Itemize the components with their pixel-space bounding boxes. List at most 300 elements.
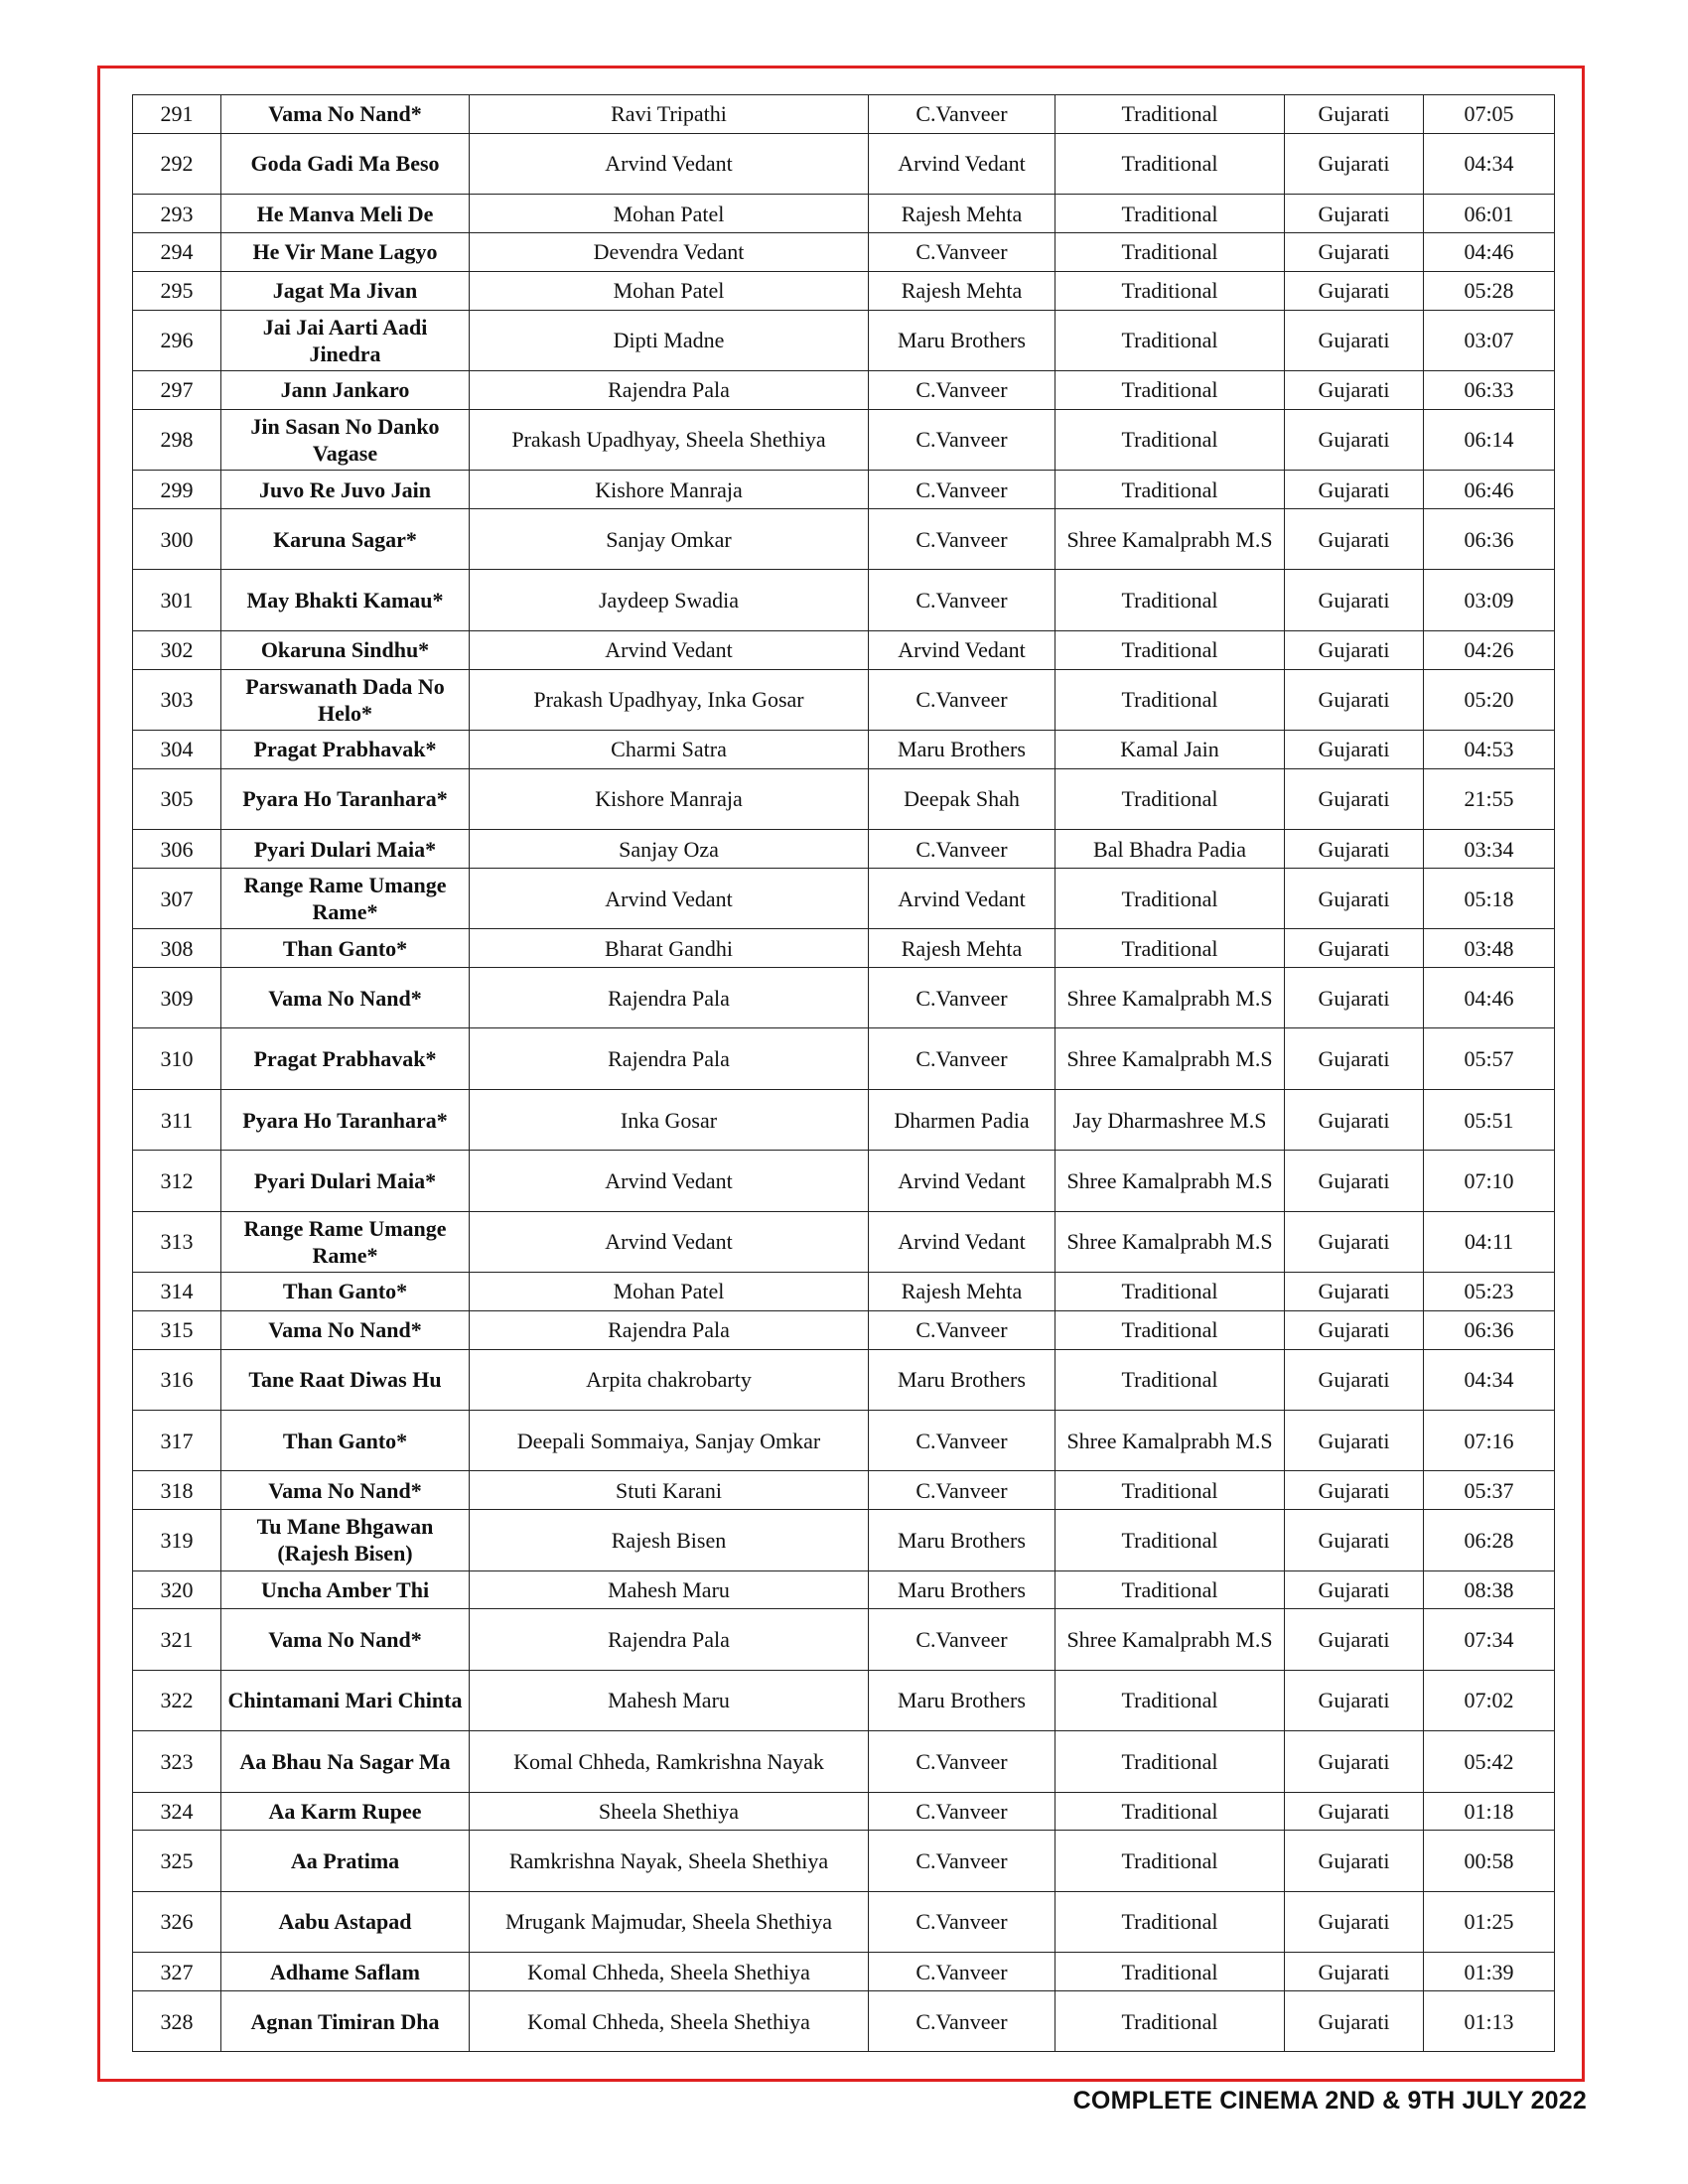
cell-lyrics: Traditional bbox=[1055, 271, 1285, 310]
cell-duration: 05:18 bbox=[1424, 868, 1555, 928]
cell-language: Gujarati bbox=[1285, 1510, 1424, 1570]
cell-performers: Mohan Patel bbox=[470, 271, 869, 310]
cell-lyrics: Traditional bbox=[1055, 1990, 1285, 2051]
cell-title: Pyara Ho Taranhara* bbox=[221, 768, 470, 829]
cell-duration: 01:18 bbox=[1424, 1792, 1555, 1831]
cell-performers: Ravi Tripathi bbox=[470, 95, 869, 134]
cell-music: C.Vanveer bbox=[869, 370, 1055, 409]
cell-music: Dharmen Padia bbox=[869, 1089, 1055, 1150]
table-row bbox=[133, 730, 1555, 768]
table-row bbox=[133, 1609, 1555, 1670]
cell-language: Gujarati bbox=[1285, 1411, 1424, 1471]
cell-music: Arvind Vedant bbox=[869, 1211, 1055, 1272]
cell-performers: Rajendra Pala bbox=[470, 968, 869, 1028]
table-body bbox=[133, 95, 1555, 2052]
cell-title: Pyari Dulari Maia* bbox=[221, 1151, 470, 1211]
cell-duration: 06:33 bbox=[1424, 370, 1555, 409]
cell-performers: Dipti Madne bbox=[470, 310, 869, 370]
cell-lyrics: Traditional bbox=[1055, 929, 1285, 968]
cell-performers: Komal Chheda, Sheela Shethiya bbox=[470, 1953, 869, 1991]
cell-title: Range Rame Umange Rame* bbox=[221, 1211, 470, 1272]
cell-duration: 04:46 bbox=[1424, 232, 1555, 271]
cell-title: Pragat Prabhavak* bbox=[221, 730, 470, 768]
table-row bbox=[133, 1792, 1555, 1831]
table-row bbox=[133, 1990, 1555, 2051]
cell-performers: Mohan Patel bbox=[470, 1273, 869, 1311]
cell-language: Gujarati bbox=[1285, 1792, 1424, 1831]
cell-music: C.Vanveer bbox=[869, 1310, 1055, 1349]
cell-lyrics: Traditional bbox=[1055, 310, 1285, 370]
cell-no: 314 bbox=[133, 1273, 221, 1311]
cell-lyrics: Traditional bbox=[1055, 570, 1285, 630]
cell-music: C.Vanveer bbox=[869, 1792, 1055, 1831]
cell-language: Gujarati bbox=[1285, 830, 1424, 869]
cell-duration: 01:13 bbox=[1424, 1990, 1555, 2051]
table-row bbox=[133, 1471, 1555, 1510]
cell-duration: 08:38 bbox=[1424, 1570, 1555, 1609]
table-row bbox=[133, 195, 1555, 233]
cell-music: C.Vanveer bbox=[869, 508, 1055, 569]
table-row bbox=[133, 1731, 1555, 1792]
cell-duration: 01:39 bbox=[1424, 1953, 1555, 1991]
cell-lyrics: Shree Kamalprabh M.S bbox=[1055, 1151, 1285, 1211]
cell-lyrics: Traditional bbox=[1055, 630, 1285, 669]
cell-duration: 00:58 bbox=[1424, 1831, 1555, 1891]
cell-duration: 06:46 bbox=[1424, 471, 1555, 509]
cell-duration: 06:36 bbox=[1424, 1310, 1555, 1349]
cell-performers: Prakash Upadhyay, Inka Gosar bbox=[470, 669, 869, 730]
cell-no: 298 bbox=[133, 409, 221, 470]
cell-music: Rajesh Mehta bbox=[869, 1273, 1055, 1311]
cell-no: 291 bbox=[133, 95, 221, 134]
cell-no: 321 bbox=[133, 1609, 221, 1670]
cell-duration: 05:42 bbox=[1424, 1731, 1555, 1792]
cell-music: C.Vanveer bbox=[869, 1831, 1055, 1891]
cell-performers: Inka Gosar bbox=[470, 1089, 869, 1150]
cell-language: Gujarati bbox=[1285, 1953, 1424, 1991]
cell-music: Arvind Vedant bbox=[869, 630, 1055, 669]
cell-no: 306 bbox=[133, 830, 221, 869]
table-row bbox=[133, 1089, 1555, 1150]
cell-music: Maru Brothers bbox=[869, 1570, 1055, 1609]
cell-language: Gujarati bbox=[1285, 1609, 1424, 1670]
cell-language: Gujarati bbox=[1285, 1831, 1424, 1891]
table-row bbox=[133, 232, 1555, 271]
cell-lyrics: Traditional bbox=[1055, 1831, 1285, 1891]
cell-music: Deepak Shah bbox=[869, 768, 1055, 829]
cell-lyrics: Shree Kamalprabh M.S bbox=[1055, 1609, 1285, 1670]
cell-music: C.Vanveer bbox=[869, 968, 1055, 1028]
table-row bbox=[133, 929, 1555, 968]
table-row bbox=[133, 508, 1555, 569]
cell-duration: 04:34 bbox=[1424, 133, 1555, 194]
cell-language: Gujarati bbox=[1285, 232, 1424, 271]
cell-language: Gujarati bbox=[1285, 195, 1424, 233]
cell-performers: Deepali Sommaiya, Sanjay Omkar bbox=[470, 1411, 869, 1471]
cell-language: Gujarati bbox=[1285, 1273, 1424, 1311]
table-row bbox=[133, 1211, 1555, 1272]
cell-no: 315 bbox=[133, 1310, 221, 1349]
cell-title: Goda Gadi Ma Beso bbox=[221, 133, 470, 194]
cell-no: 326 bbox=[133, 1891, 221, 1952]
cell-duration: 03:48 bbox=[1424, 929, 1555, 968]
cell-language: Gujarati bbox=[1285, 768, 1424, 829]
cell-duration: 07:02 bbox=[1424, 1670, 1555, 1730]
cell-language: Gujarati bbox=[1285, 310, 1424, 370]
cell-performers: Arvind Vedant bbox=[470, 1211, 869, 1272]
cell-no: 328 bbox=[133, 1990, 221, 2051]
cell-lyrics: Traditional bbox=[1055, 95, 1285, 134]
cell-performers: Mohan Patel bbox=[470, 195, 869, 233]
cell-title: May Bhakti Kamau* bbox=[221, 570, 470, 630]
cell-language: Gujarati bbox=[1285, 1891, 1424, 1952]
cell-language: Gujarati bbox=[1285, 1670, 1424, 1730]
table-row bbox=[133, 1349, 1555, 1410]
cell-no: 310 bbox=[133, 1028, 221, 1089]
cell-title: Vama No Nand* bbox=[221, 968, 470, 1028]
cell-no: 307 bbox=[133, 868, 221, 928]
cell-language: Gujarati bbox=[1285, 730, 1424, 768]
cell-language: Gujarati bbox=[1285, 471, 1424, 509]
cell-no: 303 bbox=[133, 669, 221, 730]
cell-duration: 04:34 bbox=[1424, 1349, 1555, 1410]
cell-music: C.Vanveer bbox=[869, 1471, 1055, 1510]
cell-performers: Rajendra Pala bbox=[470, 1028, 869, 1089]
cell-language: Gujarati bbox=[1285, 133, 1424, 194]
table-row bbox=[133, 1310, 1555, 1349]
cell-duration: 04:46 bbox=[1424, 968, 1555, 1028]
cell-no: 304 bbox=[133, 730, 221, 768]
cell-lyrics: Bal Bhadra Padia bbox=[1055, 830, 1285, 869]
cell-lyrics: Shree Kamalprabh M.S bbox=[1055, 1211, 1285, 1272]
cell-lyrics: Traditional bbox=[1055, 768, 1285, 829]
cell-title: Range Rame Umange Rame* bbox=[221, 868, 470, 928]
table-row bbox=[133, 471, 1555, 509]
cell-no: 311 bbox=[133, 1089, 221, 1150]
cell-title: Parswanath Dada No Helo* bbox=[221, 669, 470, 730]
cell-no: 305 bbox=[133, 768, 221, 829]
cell-lyrics: Traditional bbox=[1055, 195, 1285, 233]
cell-title: Agnan Timiran Dha bbox=[221, 1990, 470, 2051]
cell-title: Aa Karm Rupee bbox=[221, 1792, 470, 1831]
cell-music: Maru Brothers bbox=[869, 730, 1055, 768]
cell-lyrics: Traditional bbox=[1055, 1349, 1285, 1410]
table-row bbox=[133, 1570, 1555, 1609]
table-row bbox=[133, 133, 1555, 194]
cell-title: Jin Sasan No Danko Vagase bbox=[221, 409, 470, 470]
table-row bbox=[133, 271, 1555, 310]
cell-performers: Charmi Satra bbox=[470, 730, 869, 768]
cell-title: Tane Raat Diwas Hu bbox=[221, 1349, 470, 1410]
cell-performers: Rajesh Bisen bbox=[470, 1510, 869, 1570]
cell-lyrics: Shree Kamalprabh M.S bbox=[1055, 1028, 1285, 1089]
cell-music: C.Vanveer bbox=[869, 1953, 1055, 1991]
cell-duration: 21:55 bbox=[1424, 768, 1555, 829]
cell-language: Gujarati bbox=[1285, 1310, 1424, 1349]
cell-title: Tu Mane Bhgawan (Rajesh Bisen) bbox=[221, 1510, 470, 1570]
cell-language: Gujarati bbox=[1285, 630, 1424, 669]
cell-duration: 07:34 bbox=[1424, 1609, 1555, 1670]
cell-duration: 07:10 bbox=[1424, 1151, 1555, 1211]
cell-title: Karuna Sagar* bbox=[221, 508, 470, 569]
cell-duration: 04:53 bbox=[1424, 730, 1555, 768]
cell-language: Gujarati bbox=[1285, 1731, 1424, 1792]
table-row bbox=[133, 868, 1555, 928]
cell-no: 318 bbox=[133, 1471, 221, 1510]
cell-duration: 06:01 bbox=[1424, 195, 1555, 233]
cell-performers: Prakash Upadhyay, Sheela Shethiya bbox=[470, 409, 869, 470]
cell-music: C.Vanveer bbox=[869, 232, 1055, 271]
cell-title: Chintamani Mari Chinta bbox=[221, 1670, 470, 1730]
cell-no: 323 bbox=[133, 1731, 221, 1792]
song-table bbox=[132, 94, 1555, 2052]
table-row bbox=[133, 95, 1555, 134]
cell-duration: 05:37 bbox=[1424, 1471, 1555, 1510]
cell-music: Maru Brothers bbox=[869, 1670, 1055, 1730]
cell-music: Arvind Vedant bbox=[869, 133, 1055, 194]
cell-no: 317 bbox=[133, 1411, 221, 1471]
cell-performers: Arvind Vedant bbox=[470, 868, 869, 928]
table-row bbox=[133, 370, 1555, 409]
cell-title: Aabu Astapad bbox=[221, 1891, 470, 1952]
cell-duration: 07:16 bbox=[1424, 1411, 1555, 1471]
cell-lyrics: Traditional bbox=[1055, 868, 1285, 928]
cell-performers: Rajendra Pala bbox=[470, 370, 869, 409]
cell-language: Gujarati bbox=[1285, 409, 1424, 470]
cell-lyrics: Traditional bbox=[1055, 232, 1285, 271]
cell-duration: 01:25 bbox=[1424, 1891, 1555, 1952]
cell-title: Aa Bhau Na Sagar Ma bbox=[221, 1731, 470, 1792]
cell-duration: 05:23 bbox=[1424, 1273, 1555, 1311]
cell-music: Rajesh Mehta bbox=[869, 271, 1055, 310]
cell-language: Gujarati bbox=[1285, 1211, 1424, 1272]
cell-performers: Rajendra Pala bbox=[470, 1609, 869, 1670]
cell-lyrics: Shree Kamalprabh M.S bbox=[1055, 508, 1285, 569]
cell-lyrics: Traditional bbox=[1055, 471, 1285, 509]
cell-performers: Devendra Vedant bbox=[470, 232, 869, 271]
cell-music: C.Vanveer bbox=[869, 1731, 1055, 1792]
cell-duration: 05:28 bbox=[1424, 271, 1555, 310]
cell-title: Pyara Ho Taranhara* bbox=[221, 1089, 470, 1150]
cell-language: Gujarati bbox=[1285, 1028, 1424, 1089]
cell-no: 301 bbox=[133, 570, 221, 630]
table-row bbox=[133, 1891, 1555, 1952]
cell-performers: Ramkrishna Nayak, Sheela Shethiya bbox=[470, 1831, 869, 1891]
cell-performers: Rajendra Pala bbox=[470, 1310, 869, 1349]
cell-performers: Arvind Vedant bbox=[470, 1151, 869, 1211]
cell-music: Maru Brothers bbox=[869, 1510, 1055, 1570]
table-row bbox=[133, 1953, 1555, 1991]
cell-title: Uncha Amber Thi bbox=[221, 1570, 470, 1609]
cell-lyrics: Jay Dharmashree M.S bbox=[1055, 1089, 1285, 1150]
cell-performers: Mahesh Maru bbox=[470, 1670, 869, 1730]
cell-no: 294 bbox=[133, 232, 221, 271]
cell-lyrics: Traditional bbox=[1055, 133, 1285, 194]
cell-title: Adhame Saflam bbox=[221, 1953, 470, 1991]
cell-no: 320 bbox=[133, 1570, 221, 1609]
cell-title: Than Ganto* bbox=[221, 1411, 470, 1471]
cell-no: 297 bbox=[133, 370, 221, 409]
cell-performers: Sanjay Oza bbox=[470, 830, 869, 869]
cell-language: Gujarati bbox=[1285, 271, 1424, 310]
cell-lyrics: Traditional bbox=[1055, 409, 1285, 470]
cell-duration: 05:57 bbox=[1424, 1028, 1555, 1089]
cell-duration: 03:09 bbox=[1424, 570, 1555, 630]
cell-title: Vama No Nand* bbox=[221, 1609, 470, 1670]
cell-language: Gujarati bbox=[1285, 1570, 1424, 1609]
table-row bbox=[133, 968, 1555, 1028]
table-row bbox=[133, 310, 1555, 370]
cell-performers: Mrugank Majmudar, Sheela Shethiya bbox=[470, 1891, 869, 1952]
cell-lyrics: Traditional bbox=[1055, 1891, 1285, 1952]
cell-performers: Komal Chheda, Sheela Shethiya bbox=[470, 1990, 869, 2051]
cell-language: Gujarati bbox=[1285, 1349, 1424, 1410]
cell-music: Arvind Vedant bbox=[869, 868, 1055, 928]
cell-music: C.Vanveer bbox=[869, 1411, 1055, 1471]
table-row bbox=[133, 830, 1555, 869]
cell-lyrics: Traditional bbox=[1055, 1471, 1285, 1510]
cell-lyrics: Traditional bbox=[1055, 1273, 1285, 1311]
cell-lyrics: Traditional bbox=[1055, 1310, 1285, 1349]
table-row bbox=[133, 1831, 1555, 1891]
cell-no: 309 bbox=[133, 968, 221, 1028]
cell-music: C.Vanveer bbox=[869, 1609, 1055, 1670]
cell-music: Rajesh Mehta bbox=[869, 929, 1055, 968]
cell-duration: 07:05 bbox=[1424, 95, 1555, 134]
cell-no: 316 bbox=[133, 1349, 221, 1410]
cell-performers: Arvind Vedant bbox=[470, 133, 869, 194]
cell-music: C.Vanveer bbox=[869, 1990, 1055, 2051]
cell-performers: Kishore Manraja bbox=[470, 768, 869, 829]
cell-music: Arvind Vedant bbox=[869, 1151, 1055, 1211]
cell-no: 293 bbox=[133, 195, 221, 233]
table-row bbox=[133, 1411, 1555, 1471]
cell-language: Gujarati bbox=[1285, 1990, 1424, 2051]
cell-language: Gujarati bbox=[1285, 929, 1424, 968]
table-row bbox=[133, 669, 1555, 730]
cell-music: C.Vanveer bbox=[869, 1891, 1055, 1952]
cell-no: 296 bbox=[133, 310, 221, 370]
cell-performers: Arpita chakrobarty bbox=[470, 1349, 869, 1410]
cell-lyrics: Traditional bbox=[1055, 1731, 1285, 1792]
cell-no: 327 bbox=[133, 1953, 221, 1991]
cell-language: Gujarati bbox=[1285, 508, 1424, 569]
cell-lyrics: Shree Kamalprabh M.S bbox=[1055, 1411, 1285, 1471]
cell-language: Gujarati bbox=[1285, 370, 1424, 409]
cell-duration: 04:26 bbox=[1424, 630, 1555, 669]
cell-no: 313 bbox=[133, 1211, 221, 1272]
cell-no: 312 bbox=[133, 1151, 221, 1211]
cell-title: Jagat Ma Jivan bbox=[221, 271, 470, 310]
cell-no: 299 bbox=[133, 471, 221, 509]
cell-performers: Jaydeep Swadia bbox=[470, 570, 869, 630]
cell-language: Gujarati bbox=[1285, 968, 1424, 1028]
table-row bbox=[133, 570, 1555, 630]
cell-music: Rajesh Mehta bbox=[869, 195, 1055, 233]
cell-performers: Arvind Vedant bbox=[470, 630, 869, 669]
cell-music: C.Vanveer bbox=[869, 570, 1055, 630]
cell-no: 319 bbox=[133, 1510, 221, 1570]
cell-no: 324 bbox=[133, 1792, 221, 1831]
cell-no: 308 bbox=[133, 929, 221, 968]
cell-music: C.Vanveer bbox=[869, 1028, 1055, 1089]
cell-language: Gujarati bbox=[1285, 868, 1424, 928]
cell-no: 300 bbox=[133, 508, 221, 569]
cell-language: Gujarati bbox=[1285, 95, 1424, 134]
cell-no: 325 bbox=[133, 1831, 221, 1891]
table-row bbox=[133, 409, 1555, 470]
cell-title: Jann Jankaro bbox=[221, 370, 470, 409]
cell-music: C.Vanveer bbox=[869, 95, 1055, 134]
cell-duration: 03:07 bbox=[1424, 310, 1555, 370]
cell-lyrics: Kamal Jain bbox=[1055, 730, 1285, 768]
cell-lyrics: Shree Kamalprabh M.S bbox=[1055, 968, 1285, 1028]
cell-title: Pyari Dulari Maia* bbox=[221, 830, 470, 869]
cell-performers: Komal Chheda, Ramkrishna Nayak bbox=[470, 1731, 869, 1792]
table-row bbox=[133, 630, 1555, 669]
cell-lyrics: Traditional bbox=[1055, 669, 1285, 730]
cell-performers: Stuti Karani bbox=[470, 1471, 869, 1510]
cell-duration: 06:14 bbox=[1424, 409, 1555, 470]
cell-performers: Bharat Gandhi bbox=[470, 929, 869, 968]
cell-language: Gujarati bbox=[1285, 1089, 1424, 1150]
cell-duration: 05:20 bbox=[1424, 669, 1555, 730]
cell-no: 302 bbox=[133, 630, 221, 669]
cell-duration: 06:28 bbox=[1424, 1510, 1555, 1570]
cell-title: Pragat Prabhavak* bbox=[221, 1028, 470, 1089]
cell-title: Than Ganto* bbox=[221, 929, 470, 968]
cell-language: Gujarati bbox=[1285, 1151, 1424, 1211]
cell-performers: Sheela Shethiya bbox=[470, 1792, 869, 1831]
cell-title: He Manva Meli De bbox=[221, 195, 470, 233]
cell-lyrics: Traditional bbox=[1055, 370, 1285, 409]
cell-title: Vama No Nand* bbox=[221, 95, 470, 134]
cell-no: 292 bbox=[133, 133, 221, 194]
cell-title: Jai Jai Aarti Aadi Jinedra bbox=[221, 310, 470, 370]
cell-performers: Kishore Manraja bbox=[470, 471, 869, 509]
cell-music: C.Vanveer bbox=[869, 830, 1055, 869]
cell-title: Juvo Re Juvo Jain bbox=[221, 471, 470, 509]
cell-duration: 05:51 bbox=[1424, 1089, 1555, 1150]
cell-music: C.Vanveer bbox=[869, 409, 1055, 470]
cell-language: Gujarati bbox=[1285, 1471, 1424, 1510]
cell-lyrics: Traditional bbox=[1055, 1510, 1285, 1570]
cell-title: Than Ganto* bbox=[221, 1273, 470, 1311]
table-row bbox=[133, 768, 1555, 829]
cell-lyrics: Traditional bbox=[1055, 1670, 1285, 1730]
cell-no: 322 bbox=[133, 1670, 221, 1730]
table-row bbox=[133, 1510, 1555, 1570]
cell-lyrics: Traditional bbox=[1055, 1953, 1285, 1991]
table-row bbox=[133, 1028, 1555, 1089]
cell-music: Maru Brothers bbox=[869, 310, 1055, 370]
cell-lyrics: Traditional bbox=[1055, 1792, 1285, 1831]
cell-title: Aa Pratima bbox=[221, 1831, 470, 1891]
cell-duration: 04:11 bbox=[1424, 1211, 1555, 1272]
cell-title: Vama No Nand* bbox=[221, 1310, 470, 1349]
cell-performers: Mahesh Maru bbox=[470, 1570, 869, 1609]
footer-text: COMPLETE CINEMA 2ND & 9TH JULY 2022 bbox=[1072, 2087, 1587, 2115]
cell-duration: 03:34 bbox=[1424, 830, 1555, 869]
table-row bbox=[133, 1670, 1555, 1730]
cell-language: Gujarati bbox=[1285, 570, 1424, 630]
cell-title: He Vir Mane Lagyo bbox=[221, 232, 470, 271]
cell-music: Maru Brothers bbox=[869, 1349, 1055, 1410]
cell-no: 295 bbox=[133, 271, 221, 310]
table-row bbox=[133, 1273, 1555, 1311]
cell-performers: Sanjay Omkar bbox=[470, 508, 869, 569]
cell-language: Gujarati bbox=[1285, 669, 1424, 730]
